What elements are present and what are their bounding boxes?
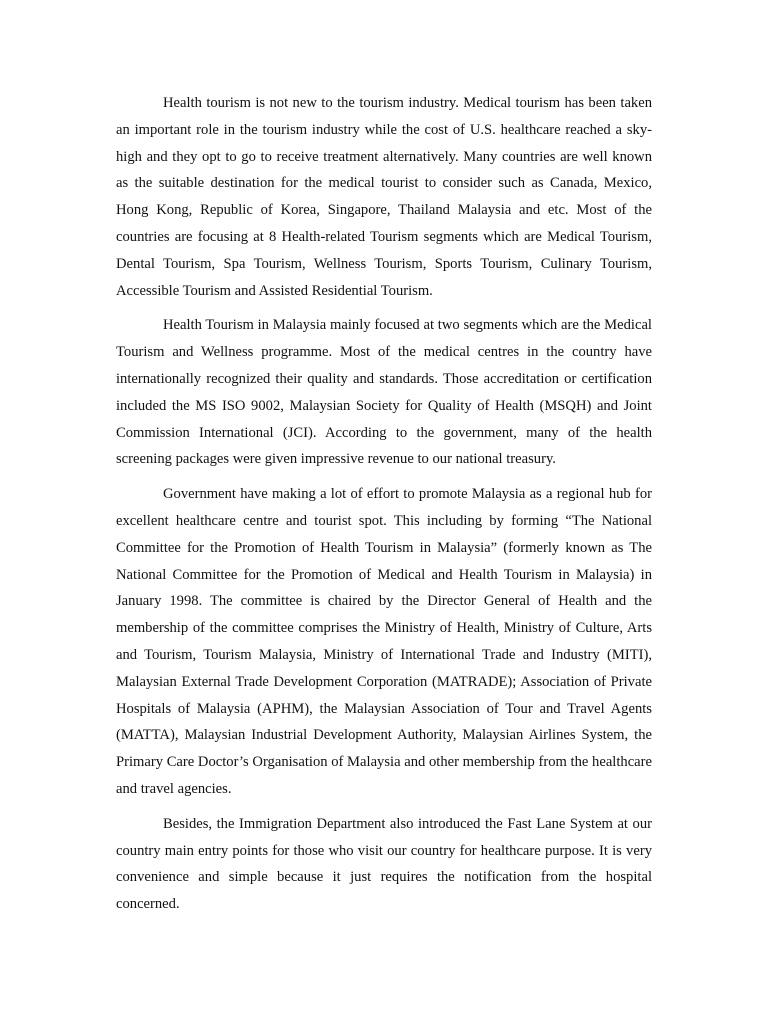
document-page xyxy=(116,90,652,926)
paragraph-government-committee: Government have making a lot of effort to promote Malaysia as a regional hub for excellent healthcare centre and tourist spot. This including by forming “The National Committee for the Promotion of Health Tourism in Malaysia” (formerly known as The National Committee for the Promotion of Medical and Health Tourism in Malaysia) in January 1998. The committee is chaired by the Director General of Health and the membership of the committee comprises the Ministry of Health, Ministry of Culture, Arts and Tourism, Tourism Malaysia, Ministry of International Trade and Industry (MITI), Malaysian External Trade Development Corporation (MATRADE); Association of Private Hospitals of Malaysia (APHM), the Malaysian Association of Tour and Travel Agents (MATTA), Malaysian Industrial Development Authority, Malaysian Airlines System, the Primary Care Doctor’s Organisation of Malaysia and other membership from the healthcare and travel agencies. xyxy=(116,486,652,797)
paragraph-immigration-fast-lane: Besides, the Immigration Department also introduced the Fast Lane System at our country main entry points for those who visit our country for healthcare purpose. It is very convenience and simple because it just requires the notification from the hospital concerned. xyxy=(116,815,652,913)
paragraph-malaysia-segments: Health Tourism in Malaysia mainly focused at two segments which are the Medical Tourism and Wellness programme. Most of the medical centres in the country have internationally recognized their quality and standards. Those accreditation or certification included the MS ISO 9002, Malaysian Society for Quality of Health (MSQH) and Joint Commission International (JCI). According to the government, many of the health screening packages were given impressive revenue to our national treasury. xyxy=(116,317,652,468)
paragraph-health-tourism-intro: Health tourism is not new to the tourism industry. Medical tourism has been taken an important role in the tourism industry while the cost of U.S. healthcare reached a sky-high and they opt to go to receive treatment alternatively. Many countries are well known as the suitable destination for the medical tourist to consider such as Canada, Mexico, Hong Kong, Republic of Korea, Singapore, Thailand Malaysia and etc. Most of the countries are focusing at 8 Health-related Tourism segments which are Medical Tourism, Dental Tourism, Spa Tourism, Wellness Tourism, Sports Tourism, Culinary Tourism, Accessible Tourism and Assisted Residential Tourism. xyxy=(116,95,652,299)
